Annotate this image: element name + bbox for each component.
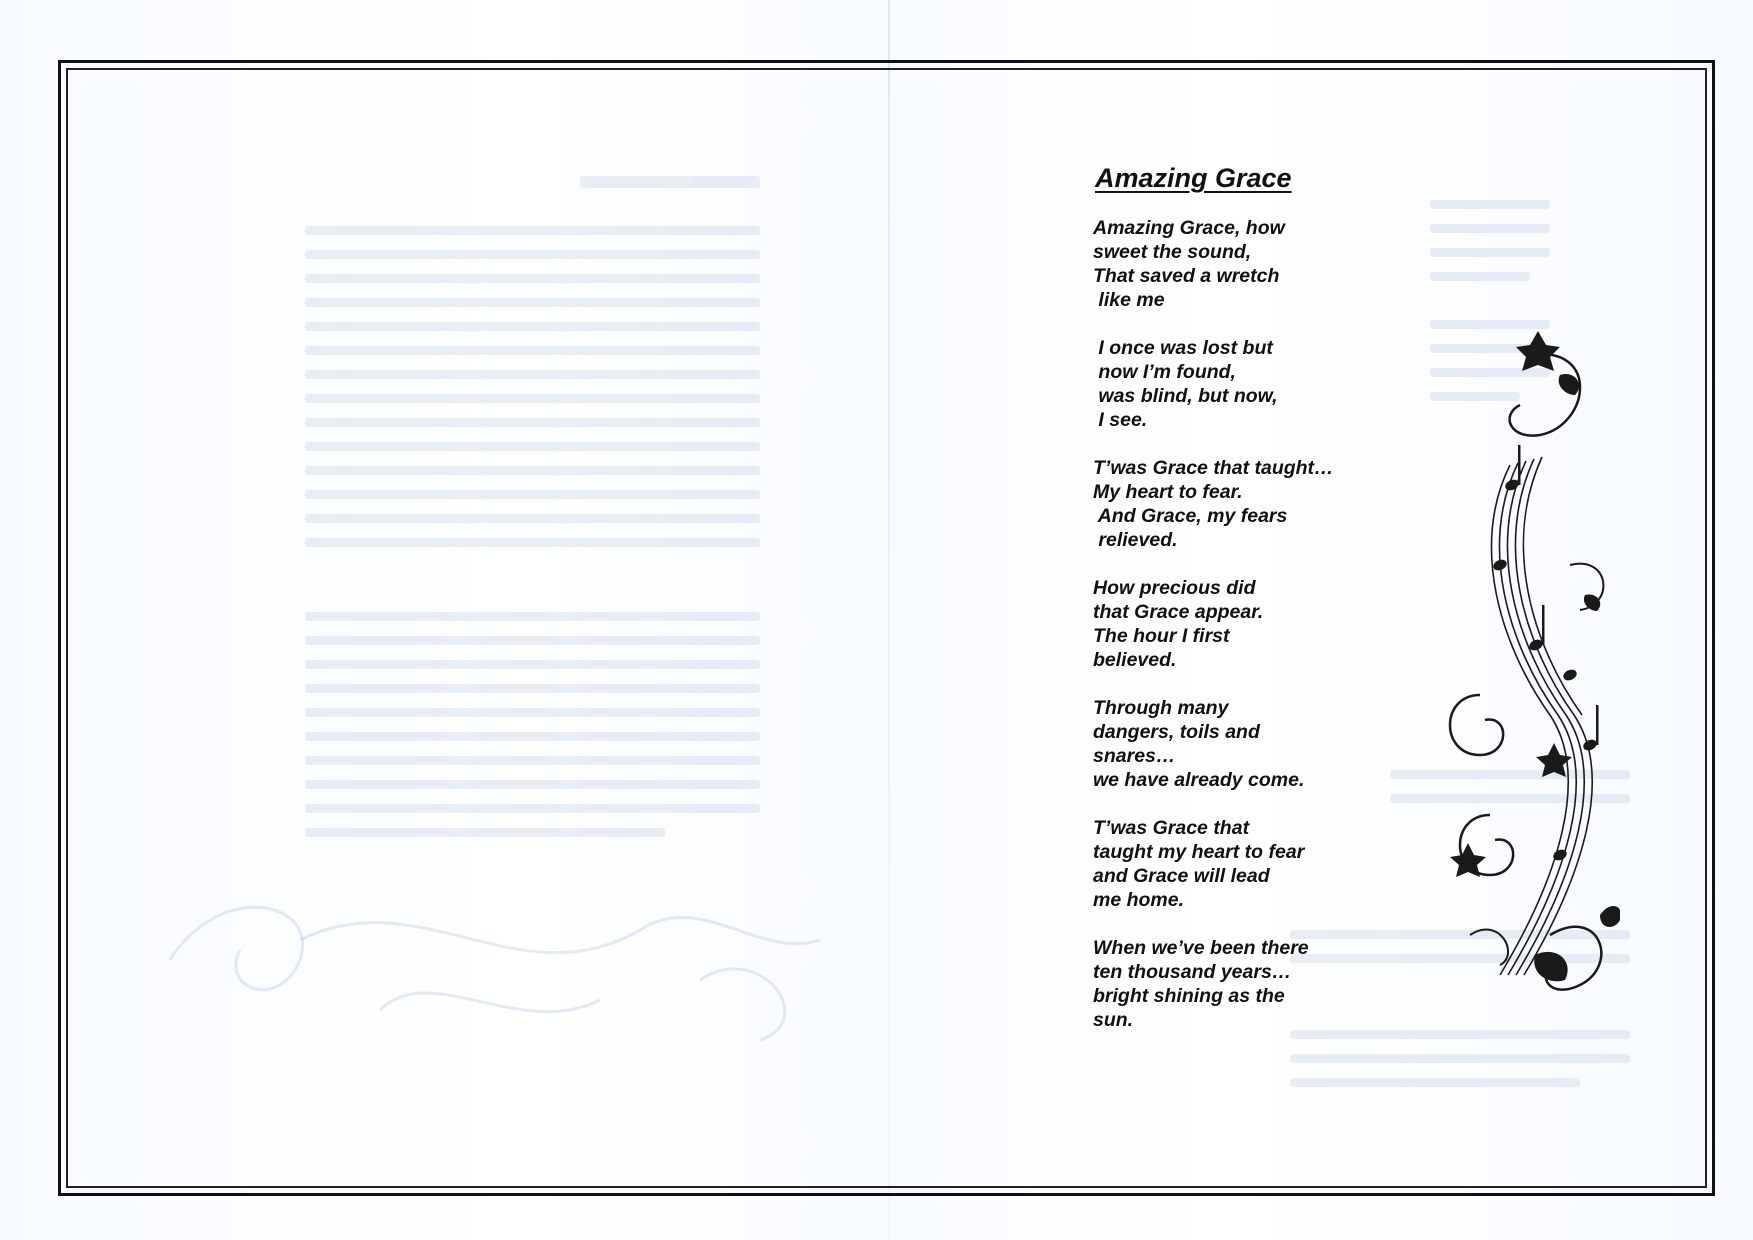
- stanza-1: Amazing Grace, how sweet the sound, That saved a wretch like me: [1093, 217, 1285, 311]
- stanza-4: How precious did that Grace appear. The hour I first believed.: [1093, 577, 1264, 671]
- musical-staff-swirl-icon: [1440, 315, 1620, 1030]
- stanza-6: T’was Grace that taught my heart to fear and Grace will lead me home.: [1093, 817, 1305, 911]
- stanza-7: When we’ve been there ten thousand years… bright shining as the sun.: [1093, 937, 1309, 1031]
- stanza-2: I once was lost but now I’m found, was blind, but now, I see.: [1098, 337, 1278, 431]
- stanza-5: Through many dangers, toils and snares… we have already come.: [1093, 697, 1305, 791]
- hymn-title: Amazing Grace: [1095, 163, 1292, 193]
- stanza-3: T’was Grace that taught… My heart to fear. And Grace, my fears relieved.: [1093, 457, 1334, 551]
- hymn-lyrics: [1093, 163, 1353, 1056]
